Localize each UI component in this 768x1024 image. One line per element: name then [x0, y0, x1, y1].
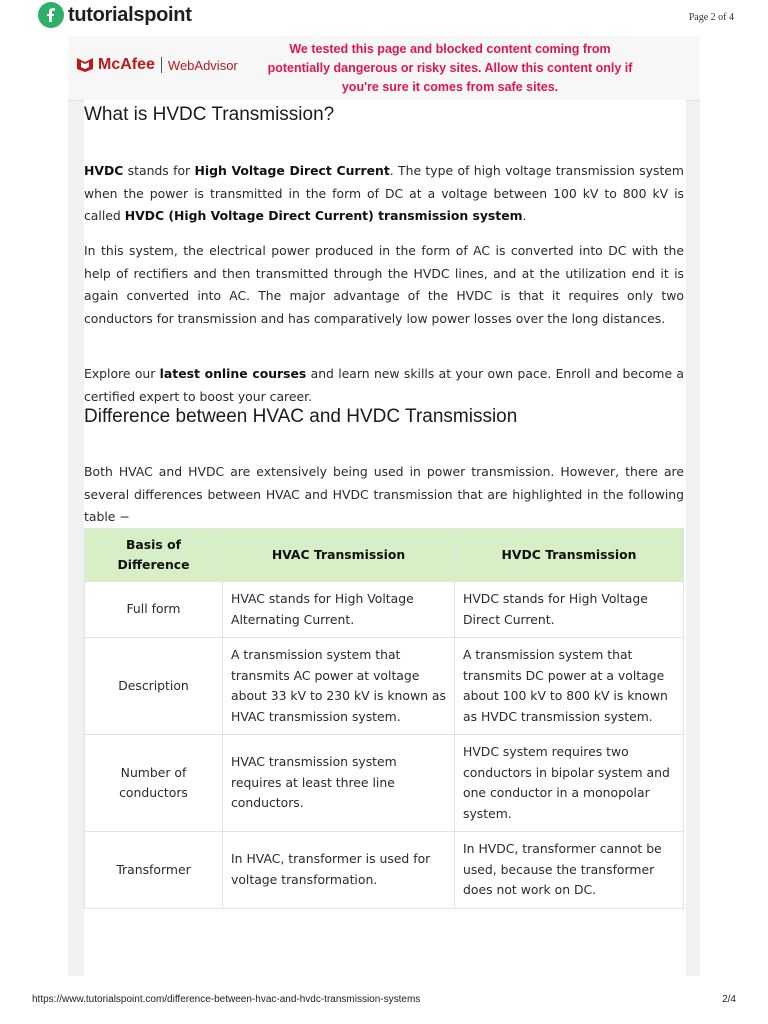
table-row	[85, 638, 684, 735]
paragraph-hvdc-definition	[84, 160, 684, 228]
header-hvdc: HVDC Transmission	[455, 529, 684, 582]
table-row	[85, 735, 684, 832]
brand-divider	[161, 57, 162, 73]
blocked-content-message[interactable]: We tested this page and blocked content coming from potentially dangerous or risky sites. Allow this content only if you're sure it comes from safe sites.	[267, 42, 633, 94]
footer-page-number: 2/4	[722, 994, 736, 1005]
text-run: Explore our	[84, 366, 160, 382]
text-run: . The type of high voltage transmission system when the power is transmitted in the form of DC at a voltage between 100 kV to 800 kV is called	[84, 163, 685, 224]
top-bar	[0, 0, 768, 36]
header-hvac: HVAC Transmission	[223, 529, 455, 582]
cell-basis: Description	[85, 638, 223, 735]
header-basis: Basis of Difference	[85, 529, 223, 582]
table-row	[85, 832, 684, 909]
webadvisor-banner	[68, 36, 700, 101]
text-run: .	[522, 208, 527, 224]
term-hvdc-system: HVDC (High Voltage Direct Current) transmission system	[124, 208, 523, 224]
text-run: and learn new skills at your own pace. Enroll and become a certified expert to boost your career.	[84, 366, 685, 404]
heading-difference: Difference between HVAC and HVDC Transmission	[84, 406, 518, 427]
cell-hvdc: HVDC system requires two conductors in bipolar system and one conductor in a monopolar system.	[455, 735, 684, 832]
cell-hvac: HVAC transmission system requires at least three line conductors.	[223, 735, 455, 832]
print-footer	[0, 994, 768, 1014]
cell-hvac: A transmission system that transmits AC power at voltage about 33 kV to 230 kV is known as HVAC transmission system.	[223, 638, 455, 735]
page-frame	[68, 36, 700, 976]
paragraph-system-explanation: In this system, the electrical power produced in the form of AC is converted into DC with the help of rectifiers and then transmitted through the HVDC lines, and at the utilization end it is again converted into AC. The major advantage of the HVDC is that it requires only two conductors for transmission and has comparatively low power losses over the long distances.	[84, 243, 684, 326]
heading-what-is-hvdc: What is HVDC Transmission?	[84, 104, 335, 125]
cell-hvdc: A transmission system that transmits DC power at a voltage about 100 kV to 800 kV is known as HVDC transmission system.	[455, 638, 684, 735]
page-url[interactable]: https://www.tutorialspoint.com/difference-between-hvac-and-hvdc-transmission-systems	[32, 994, 421, 1005]
mcafee-brand-text: McAfee	[98, 56, 155, 73]
article-content	[84, 100, 686, 976]
mcafee-shield-icon	[76, 57, 94, 73]
table-row	[85, 582, 684, 638]
cell-basis: Transformer	[85, 832, 223, 909]
cell-basis: Number of conductors	[85, 735, 223, 832]
webadvisor-label: WebAdvisor	[167, 57, 238, 73]
mcafee-brand	[76, 56, 238, 74]
cell-hvdc: In HVDC, transformer cannot be used, because the transformer does not work on DC.	[455, 832, 684, 909]
paragraph-table-intro: Both HVAC and HVDC are extensively being used in power transmission. However, there are several differences between HVAC and HVDC transmission that are highlighted in the following table −	[84, 464, 684, 525]
cell-basis: Full form	[85, 582, 223, 638]
text-run: stands for	[123, 163, 195, 179]
term-high-voltage-direct-current: High Voltage Direct Current	[194, 163, 390, 179]
cell-hvac: In HVAC, transformer is used for voltage transformation.	[223, 832, 455, 909]
term-hvdc: HVDC	[84, 163, 124, 179]
page-indicator: Page 2 of 4	[688, 12, 734, 23]
cell-hvac: HVAC stands for High Voltage Alternating Current.	[223, 582, 455, 638]
paragraph-courses-promo	[84, 363, 684, 408]
tutorialspoint-logo[interactable]	[38, 2, 192, 28]
table-header-row	[85, 529, 684, 582]
cell-hvdc: HVDC stands for High Voltage Direct Current.	[455, 582, 684, 638]
logo-text: tutorialspoint	[68, 3, 192, 26]
comparison-table	[84, 528, 684, 909]
tutorialspoint-logo-icon	[38, 2, 64, 28]
latest-online-courses-link[interactable]: latest online courses	[159, 366, 307, 382]
